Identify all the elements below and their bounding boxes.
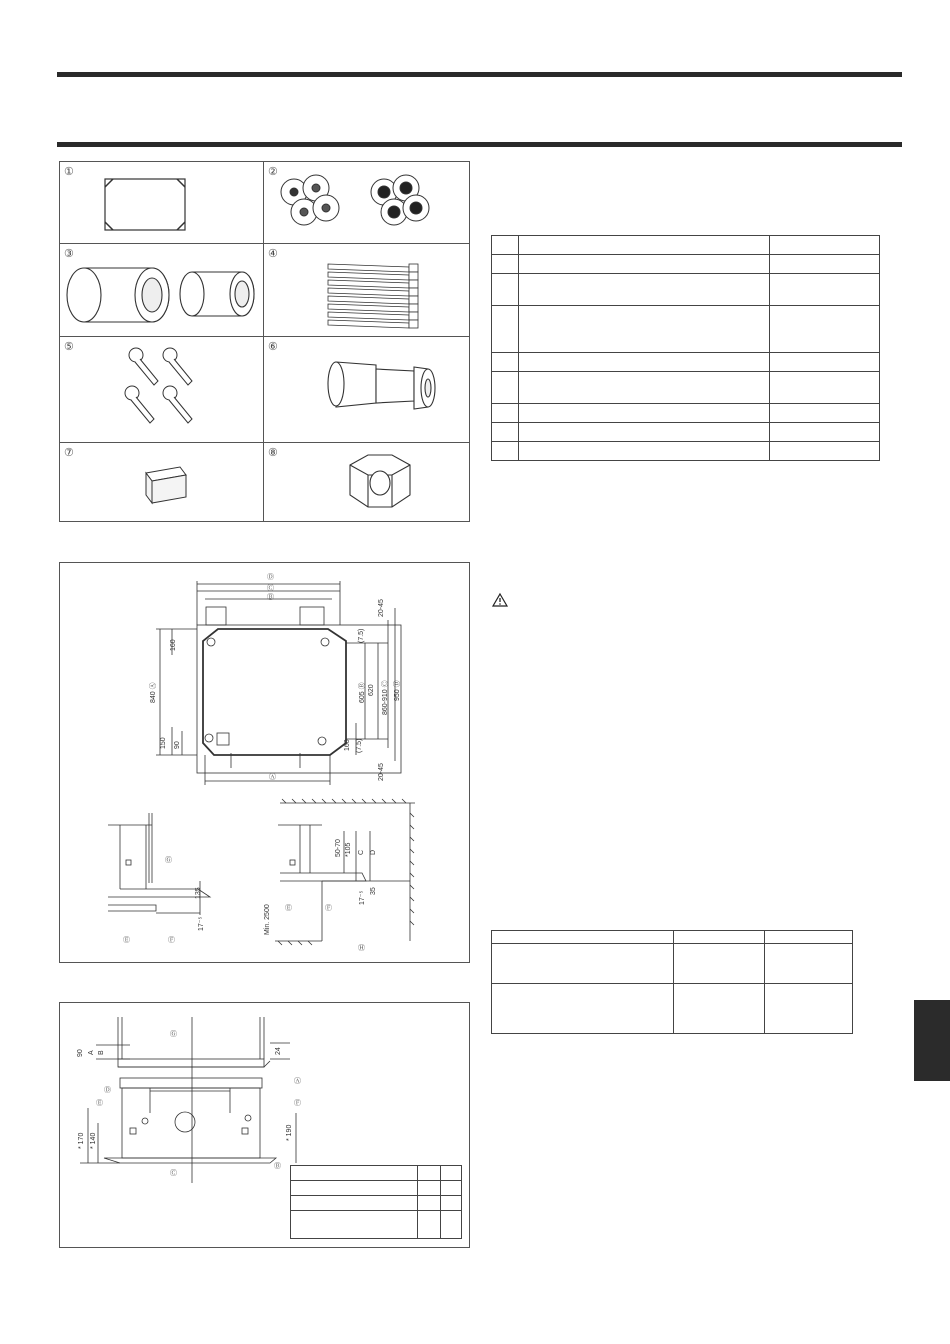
dim-20-45-top: 20-45	[378, 599, 385, 617]
part-number: ⑥	[268, 341, 278, 353]
dim-150: 150	[160, 737, 167, 749]
dim-140: * 140	[90, 1132, 97, 1149]
label-c-unit: Ⓒ	[170, 1170, 177, 1177]
part-cell-5	[60, 337, 264, 443]
part-number: ②	[268, 166, 278, 178]
dim-b-unit: B	[98, 1050, 105, 1055]
dim-17-right: 17⁻⁵	[359, 890, 366, 905]
warning-icon	[492, 593, 508, 607]
accessories-figure	[59, 161, 470, 522]
label-d-unit: Ⓓ	[104, 1087, 111, 1094]
filler-illustration	[60, 443, 264, 521]
dim-min-2500: Min. 2500	[264, 904, 271, 935]
dim-605-b: 605 Ⓑ	[359, 682, 366, 703]
dim-label-a-bottom: Ⓐ	[269, 774, 276, 781]
dim-a-unit: A	[88, 1050, 95, 1055]
template-illustration	[60, 162, 264, 244]
label-b-unit: Ⓑ	[274, 1163, 281, 1170]
part-cell-4	[264, 244, 469, 337]
label-g-unit: Ⓖ	[170, 1031, 177, 1038]
label-e-right: Ⓔ	[285, 905, 292, 912]
section-rule	[57, 142, 902, 147]
unit-table	[290, 1165, 462, 1239]
part-number: ⑧	[268, 447, 278, 459]
installation-dimension-figure	[59, 562, 470, 963]
label-g-left: Ⓖ	[165, 857, 172, 864]
label-a-unit: Ⓐ	[294, 1078, 301, 1085]
dim-190: * 190	[286, 1124, 293, 1141]
dimension-table	[491, 930, 853, 1034]
dim-840-a: 840 Ⓐ	[150, 682, 157, 703]
dim-label-c: Ⓒ	[267, 585, 274, 592]
label-e-unit: Ⓔ	[96, 1100, 103, 1107]
dim-860-910-c: 860-910 Ⓒ	[382, 680, 389, 715]
insulation-tube-illustration	[60, 244, 264, 337]
unit-section-figure	[59, 1002, 470, 1248]
dim-24-unit: 24	[275, 1047, 282, 1055]
part-number: ⑤	[64, 341, 74, 353]
dim-d: D	[370, 849, 377, 855]
dim-7-5-bottom: (7.5)	[356, 738, 363, 753]
top-rule	[57, 72, 902, 77]
part-cell-7	[60, 443, 264, 521]
parts-table	[491, 235, 880, 461]
dim-c: C	[358, 849, 365, 855]
nut-illustration	[264, 443, 469, 521]
socket-illustration	[264, 337, 469, 443]
band-illustration	[264, 244, 469, 337]
part-cell-6	[264, 337, 469, 443]
part-cell-2	[264, 162, 469, 244]
washer-illustration	[264, 162, 469, 244]
label-f-right: Ⓕ	[325, 905, 332, 912]
dim-label-b: Ⓑ	[267, 594, 274, 601]
dim-160-top-left: 160	[170, 639, 177, 651]
part-number: ③	[64, 248, 74, 260]
dim-170: * 170	[78, 1132, 85, 1149]
part-number: ④	[268, 248, 278, 260]
dim-50-70: 50-70	[335, 839, 342, 857]
dim-135: 135	[195, 887, 202, 899]
part-cell-3	[60, 244, 264, 337]
part-number: ①	[64, 166, 74, 178]
screw-illustration	[60, 337, 264, 443]
dim-label-d: Ⓓ	[267, 574, 274, 581]
dim-20-45-bottom: 20-45	[378, 763, 385, 781]
dim-105: *105	[345, 842, 352, 857]
part-number: ⑦	[64, 447, 74, 459]
dim-620: 620	[368, 684, 375, 696]
label-h: Ⓗ	[358, 945, 365, 952]
dim-90: 90	[174, 741, 181, 749]
dim-90-unit: 90	[77, 1049, 84, 1057]
part-cell-1	[60, 162, 264, 244]
dim-35: 35	[370, 887, 377, 895]
label-e-left: Ⓔ	[123, 937, 130, 944]
label-f-left: Ⓕ	[168, 937, 175, 944]
label-f-unit: Ⓕ	[294, 1100, 301, 1107]
dim-7-5-top: (7.5)	[358, 628, 365, 643]
dim-160-bottom-right: 160	[344, 739, 351, 751]
part-cell-8	[264, 443, 469, 521]
section-tab	[914, 1000, 950, 1081]
dim-17-left: 17⁻⁵	[198, 916, 205, 931]
dim-950-d: 950 Ⓓ	[394, 680, 401, 701]
